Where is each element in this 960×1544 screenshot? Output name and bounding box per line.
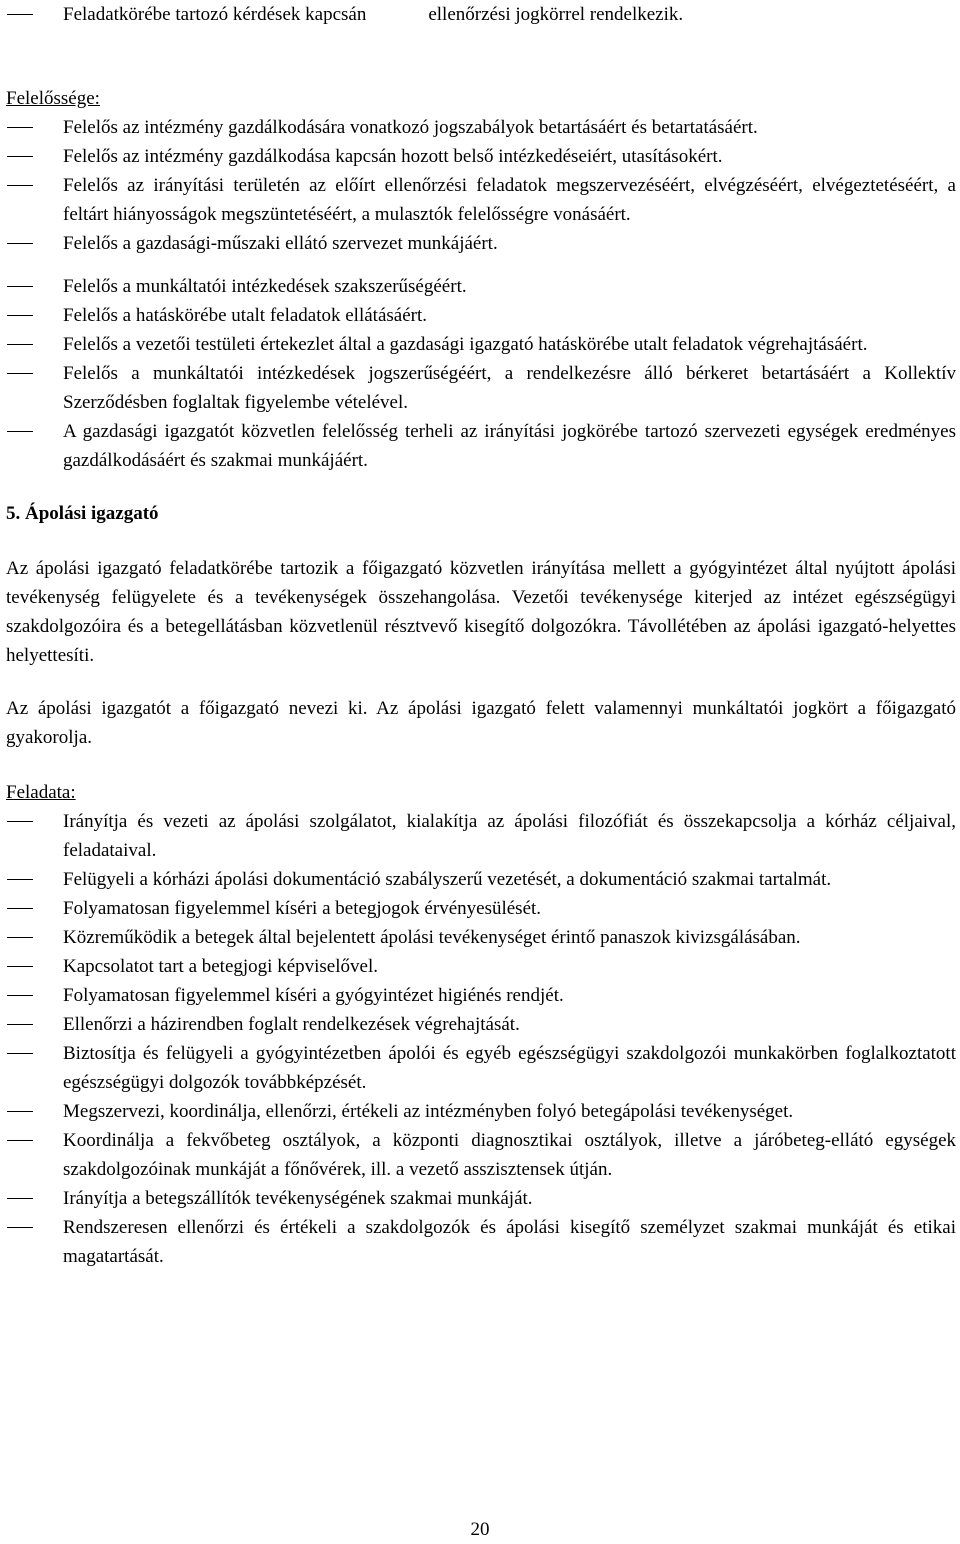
section-paragraph-1: Az ápolási igazgató feladatkörébe tartozik a főigazgató közvetlen irányítása mellett a gyógyintézet által nyújtott ápolási tevékenység felügyelete és a tevékenységek összehangolása. Vezetői tevékenysége kiterjed az intézet egészségügyi szakdolgozóira és a betegellátásban közvetlenül résztvevő kisegítő dolgozókra. Távollétében az ápolási igazgató-helyettes helyettesíti. (6, 558, 956, 666)
list-item: Felelős a munkáltatói intézkedések szakszerűségéért. (6, 272, 956, 301)
list-item: Folyamatosan figyelemmel kíséri a betegjogok érvényesülését. (6, 894, 956, 923)
list-item: Rendszeresen ellenőrzi és értékeli a szakdolgozók és ápolási kisegítő személyzet szakmai munkáját és etikai magatartását. (6, 1213, 956, 1271)
list-item: Felelős az intézmény gazdálkodása kapcsán hozott belső intézkedéseiért, utasításokért. (6, 142, 956, 171)
list-item: Felelős a hatáskörébe utalt feladatok ellátásáért. (6, 301, 956, 330)
list-item-text-left: Feladatkörébe tartozó kérdések kapcsán (63, 4, 367, 25)
list-item: Felelős az intézmény gazdálkodására vonatkozó jogszabályok betartásáért és betartatásáért. (6, 113, 956, 142)
list-item (6, 0, 956, 29)
list-item-text-right: ellenőrzési jogkörrel rendelkezik. (428, 4, 684, 25)
list-item: Folyamatosan figyelemmel kíséri a gyógyintézet higiénés rendjét. (6, 981, 956, 1010)
felelossege-heading: Felelőssége: (6, 88, 100, 109)
list-item: Közreműködik a betegek által bejelentett ápolási tevékenységet érintő panaszok kivizsgálásában. (6, 923, 956, 952)
document-page (6, 0, 956, 1271)
page-number: 20 (470, 1519, 490, 1540)
list-item: Irányítja a betegszállítók tevékenységének szakmai munkáját. (6, 1184, 956, 1213)
feladata-list (6, 807, 956, 1271)
list-item: Felelős a gazdasági-műszaki ellátó szervezet munkájáért. (6, 229, 956, 258)
felelossege-list (6, 113, 956, 475)
list-item: Felügyeli a kórházi ápolási dokumentáció szabályszerű vezetését, a dokumentáció szakmai tartalmát. (6, 865, 956, 894)
list-item: Felelős a munkáltatói intézkedések jogszerűségéért, a rendelkezésre álló bérkeret betartásáért a Kollektív Szerződésben foglaltak figyelembe vételével. (6, 359, 956, 417)
section-heading: 5. Ápolási igazgató (6, 503, 159, 524)
section-paragraph-2: Az ápolási igazgatót a főigazgató nevezi ki. Az ápolási igazgató felett valamennyi munkáltatói jogkört a főigazgató gyakorolja. (6, 698, 956, 748)
list-item: Kapcsolatot tart a betegjogi képviselővel. (6, 952, 956, 981)
list-item: A gazdasági igazgatót közvetlen felelősség terheli az irányítási jogkörébe tartozó szervezeti egységek eredményes gazdálkodásáért és szakmai munkájáért. (6, 417, 956, 475)
list-item: Felelős a vezetői testületi értekezlet által a gazdasági igazgató hatáskörébe utalt feladatok végrehajtásáért. (6, 330, 956, 359)
list-item: Megszervezi, koordinálja, ellenőrzi, értékeli az intézményben folyó betegápolási tevékenységet. (6, 1097, 956, 1126)
list-item: Felelős az irányítási területén az előírt ellenőrzési feladatok megszervezéséért, elvégzéséért, elvégeztetéséért, a feltárt hiányosságok megszüntetéséért, a mulasztók felelősségre vonásáért. (6, 171, 956, 229)
list-item: Koordinálja a fekvőbeteg osztályok, a központi diagnosztikai osztályok, illetve a járóbeteg-ellátó egységek szakdolgozóinak munkáját a főnővérek, ill. a vezető asszisztensek útján. (6, 1126, 956, 1184)
list-item: Irányítja és vezeti az ápolási szolgálatot, kialakítja az ápolási filozófiát és összekapcsolja a kórház céljaival, feladataival. (6, 807, 956, 865)
feladata-heading: Feladata: (6, 782, 76, 803)
list-item: Ellenőrzi a házirendben foglalt rendelkezések végrehajtását. (6, 1010, 956, 1039)
list-item: Biztosítja és felügyeli a gyógyintézetben ápolói és egyéb egészségügyi szakdolgozói munkakörben foglalkoztatott egészségügyi dolgozók továbbképzését. (6, 1039, 956, 1097)
